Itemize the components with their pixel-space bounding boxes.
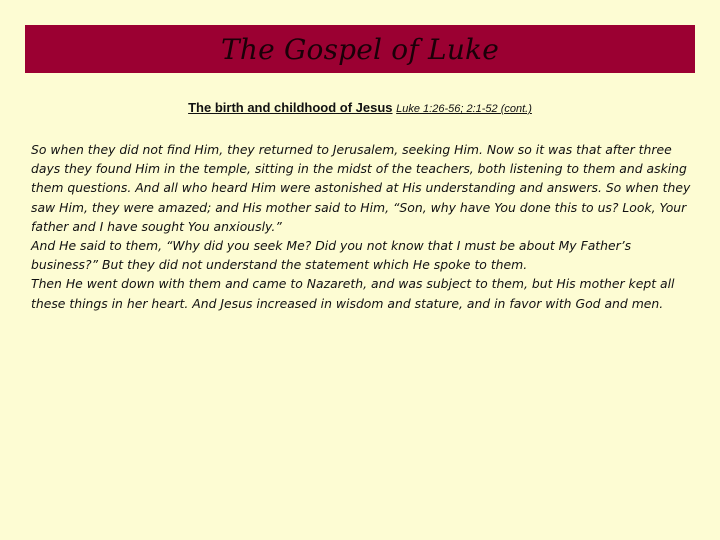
- scripture-reference: Luke 1:26-56; 2:1-52 (cont.): [396, 103, 532, 115]
- slide-title: The Gospel of Luke: [220, 32, 499, 66]
- passage-paragraph: And He said to them, “Why did you seek Me? Did you not know that I must be about My Father’s business?” But they did not understand the statement which He spoke to them.: [31, 238, 632, 273]
- title-banner: [25, 25, 695, 73]
- subheading-main: The birth and childhood of Jesus: [188, 100, 393, 115]
- scripture-passage: [31, 140, 696, 313]
- passage-paragraph: Then He went down with them and came to Nazareth, and was subject to them, but His mother kept all these things in her heart. And Jesus increased in wisdom and stature, and in favor with God and men.: [31, 276, 675, 311]
- passage-paragraph: So when they did not find Him, they returned to Jerusalem, seeking Him. Now so it was that after three days they found Him in the temple, sitting in the midst of the teachers, both listening to them and asking them questions. And all who heard Him were astonished at His understanding and answers. So when they saw Him, they were amazed; and His mother said to Him, “Son, why have You done this to us? Look, Your father and I have sought You anxiously.”: [31, 142, 691, 234]
- subheading: [0, 100, 720, 115]
